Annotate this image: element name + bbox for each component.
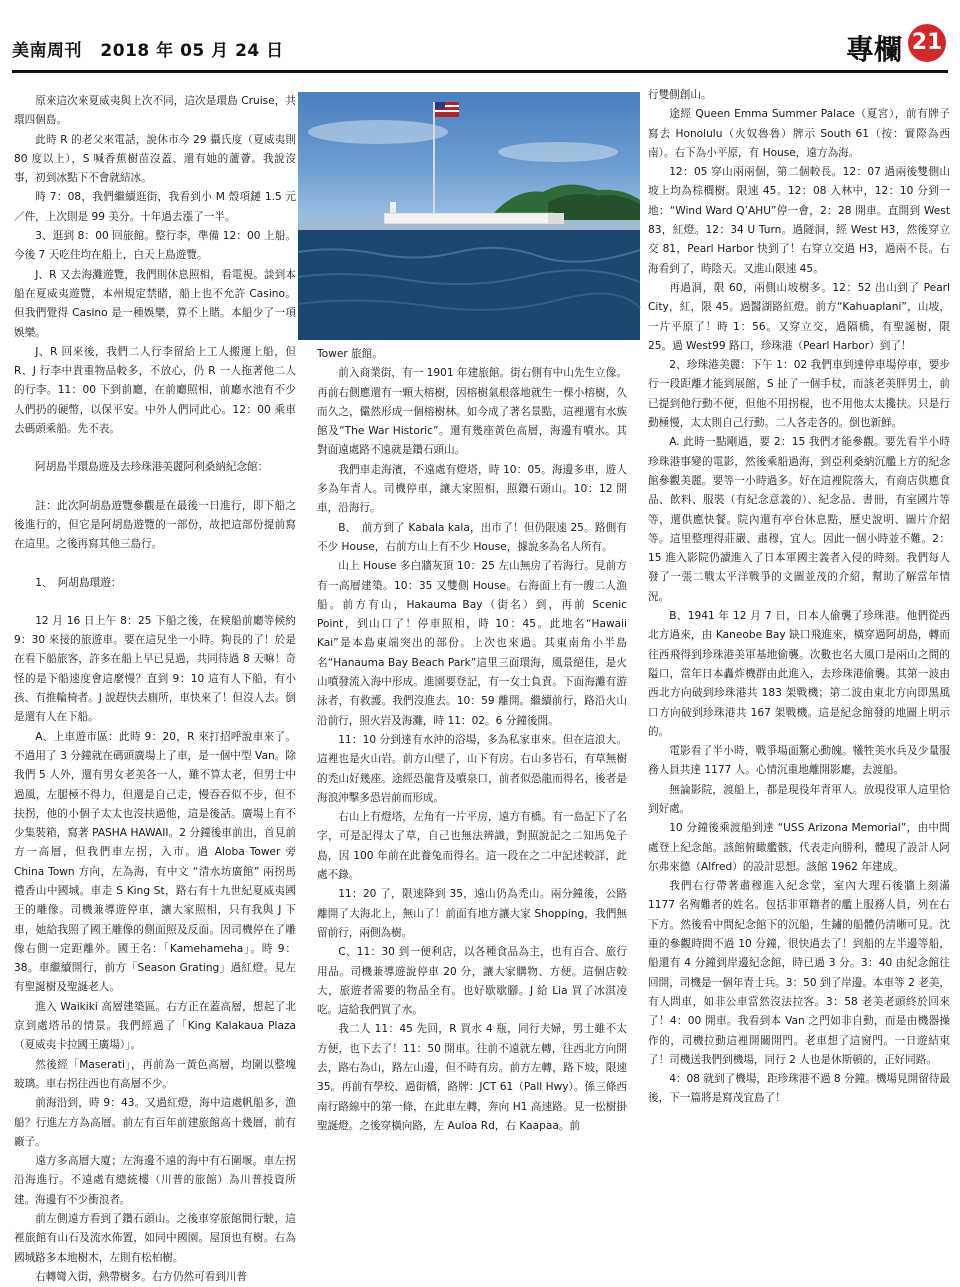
issue-date: 2018 年 05 月 24 日 xyxy=(100,41,284,61)
paragraph: A. 此時一點剛過，要 2：15 我們才能參觀。要先看半小時珍珠港事變的電影，然後乘船過海，到亞利桑納沉艦上方的紀念館參觀美麗。要等一小時過多。好在這裡院落大，有商店供應食品、飲料、服裝（有紀念意義的）、紀念品、書冊，有室國片等等，還供應快餐。院內還有亭台休息點，歷史說明、圖片介紹等。這里整理得莊嚴、肅穆，宜人。因此一個小時並不難。2：15 進入影院仍讀進入了日本軍國主義者入侵的時刻。我們每人發了一張二戰太平洋戰爭的文圖並茂的介紹，幫助了解當年情況。 xyxy=(648,436,950,603)
paragraph: 12 月 16 日上午 8：25 下船之後，在候船前廳等候約 9：30 來接的旅遊車。要在這兒坐一小時。夠長的了！於是在看下船旅客，許多在船上早已見過，共同待過 8 天嘛！奇怪的是下船速度會這麼慢？直到 9：10 這有人下船，有小孩、有推輪椅者。J 說趕快去廁所，車快來了！但沒人去。倒是還有人在下船。 xyxy=(14,614,296,724)
paragraph: 途經 Queen Emma Summer Palace（夏宮），前有牌子寫去 Honolulu（火奴魯魯）牌示 South 61（按：實際為西南）。右下為小平原，有 House，遠方為海。 xyxy=(648,108,950,159)
section-title: 專欄 xyxy=(845,33,902,66)
paragraph: J、R 回來後，我們二人行李留給上工人搬運上船，但 R、J 行李中貴重物品較多，不放心，仍 R 一人拖著他二人的行李。11：00 下到前廳，在前廳照相，前廳水池有不少人們扔的硬幣，以保平安。中外人們同此心。12：00 乘車去碼頭乘船。先不表。 xyxy=(14,345,296,436)
page-header xyxy=(12,22,946,74)
paragraph: 電影看了半小時，戰爭場面驚心動魄。犧牲美水兵及少量服務人員共達 1177 人。心情沉重地離開影廳，去渡船。 xyxy=(648,745,950,777)
paragraph: 山上 House 多白牆灰頂 10：25 左山無房了若海行。見前方有一高層建築。10：35 又雙側 House。右海面上有一艘二人漁船。前方有山，Hakauma Bay（街名）到，再前 Scenic Point，到山口了！停車照相，時 10：45。此地名“Hawaii Kai”是本島東端突出的部份。上次也來過。其東南角小半島名“Hanauma Bay Beach Park”這里三面環海，風景絕佳，是火山噴發流入海中形成。進園要登記，有一女士負責。下面海灘有游泳者，有救護。我們沒進去。10：59 離開。繼續前行，路沿火山沿前行，照火岩及海灘，時 11：02。6 分鐘後開。 xyxy=(317,560,627,727)
paragraph: 12：05 穿山兩兩個，第二個較長。12：07 過兩後雙側山坡上均為棕櫚樹。限速 45。12：08 入林中，12：10 分到一地：“Wind Ward Q’AHU”停一會，2：28 開車。直開到 West 83，紅燈。12：34 U Turn。過隧洞，經 West H3，然後穿立交 81，Pearl Harbor 快到了！右穿立交過 H3，過兩不長。右海看到了，時陰天。又進山限速 45。 xyxy=(648,166,950,275)
subheading: 阿胡島半環島遊及去珍珠港美麗阿利桑納紀念館： xyxy=(35,461,269,474)
masthead xyxy=(12,36,296,61)
paragraph: 我二人 11：45 先回，R 買水 4 瓶，同行夫婦，男士雖不太方便，也下去了！11：50 開車。往前不遠就左轉，往西北方向開去，路右為山，路左山邊，但不時有房。前方左轉，路下坡，限速 35。再前有學校、過街橋，路牌：JCT 61（Pall Hwy）。係三條西南行路線中的第一條，在此車左轉，奔向 H1 高速路。見一松樹掛聖誕燈。之後穿橫向路，左 Auloa Rd，右 Kaapaa。前 xyxy=(317,1023,627,1132)
paragraph: A、上車遊市區：此時 9：20，R 來打招呼說車來了。不過用了 3 分鐘就在碼頭廣場上了車，是一個中型 Van。除我們 5 人外，還有男女老美各一人，雖不算太老，但男士中過風，左腿極不得力，但還是自己走，慢吞吞似不步，但不扶拐，他的小個子太太也沒扶過他，這是後話。廣場上有不少集裝箱，寫著 PASHA HAWAII。2 分鐘後車前出，首見前方一高層，但我們車左拐，入市。過 Aloba Tower 旁 China Town 方向，左為海，有中文 “清水坊廣館” 兩拐馬禮香山中國城。車走 S King St，路右有十九世紀夏威夷國王的雕像。司機兼導遊停車，讓大家照相，只有我與 J 下車，她給我照了國王雕像的側面照及反面。因司機停在了雕像右側一定距離外。國王名：「Kamehameha」。時 9：38。車繼續開行，前方「Season Grating」過紅燈。見左有聖誕樹及聖誕老人。 xyxy=(14,730,296,994)
paragraph: 10 分鐘後乘渡船到達 “USS Arizona Memorial”，由中間處登上紀念館。該館俯瞰艦骸，代表走向勝利，體現了設計人阿尔弗來德（Alfred）的設計思想。該館 1962 年建成。 xyxy=(648,822,950,873)
memorial-illustration xyxy=(298,92,640,340)
paragraph: 右山上有燈塔，左角有一片平房，遠方有橋。有一島記下了名字，可是記得太了草，自己也無法辨識，對照說記之二知馬兔子島，因 100 年前在此養兔而得名。這一段在之二中記述較詳，此處不錄。 xyxy=(317,811,627,882)
paragraph: 再過洞，限 60，兩側山坡樹多。12：52 出山到了 Pearl City，紅，限 45。過醫湖路紅燈。前方“Kahuaplani”，山坡，一片平原了！時 1：56。又穿立交，過隔橋，有聖誕樹，限 25。過 West99 路口，珍珠港（Pearl Harbor）到了！ xyxy=(648,281,950,352)
paragraph: 11：20 了，限速降到 35，遠山仍為禿山。兩分鐘後，公路離開了大海北上，無山了！前面有地方讓大家 Shopping，我們無留前行，兩側為樹。 xyxy=(317,888,627,939)
header-rule xyxy=(12,70,948,73)
paragraph: B、 前方到了 Kabala kala，出市了！但仍限速 25。路側有不少 House，右前方山上有不少 House，據說多為名人所有。 xyxy=(317,521,627,553)
paragraph: J、R 又去海灘遊覽，我們則休息照相，看電視。談到本船在夏威夷遊覽，本州規定禁睹，船上也不允許 Casino。但我們覺得 Casino 是一種娛樂，算不上賭。本船少了一項娛樂。 xyxy=(14,268,296,339)
subheading: 1、 阿胡島環遊： xyxy=(35,576,122,589)
paragraph: 時 7：08，我們繼續逛街，我看到小 M 殼項鏈 1.5 元／件，上次則是 99 美分。十年過去漲了一半。 xyxy=(14,191,296,223)
paragraph: B、1941 年 12 月 7 日，日本人偷襲了珍珠港。他們從西北方過來，由 Kaneobe Bay 缺口飛進來，橫穿過阿胡島，轉而往西飛得到珍珠港美軍基地偷襲。次數也名大風口是兩山之間的隘口，當年日本轟炸機群由此進入，去珍珠港偷襲。其第一波由西北方向破到珍珠港共 183 架戰機；第二波由東北方向即黑風口方向破到珍珠港共 167 架戰機。這是紀念館發的地圖上明示的。 xyxy=(648,610,950,738)
article-column-3 xyxy=(648,86,950,1105)
article-column-1 xyxy=(14,92,296,1283)
paragraph: C、11：30 到一便利店，以各種食品為主，也有百合、旅行用品。司機兼導遊說停車 20 分，讓大家購物、方便。這個店較大，旅遊者需要的物品全有。也好歇歇腳。J 給 Lia 買了冰淇凌吃。這給我們買了水。 xyxy=(317,946,627,1017)
note-paragraph: 註：此次阿胡島遊覽參觀是在最後一日進行，即下船之後進行的，但它是阿胡島遊覽的一部份，故把這部份提前寫在這里。之後再寫其他三島行。 xyxy=(14,499,296,551)
paragraph: 前入商業街，有一 1901 年建旅館。街右側有中山先生立像。再前右側應還有一顆大榕樹，因榕樹氣根落地就生一棵小榕樹，久而久之，儼然形成一個榕樹林。如今成了著名景點，這裡還有水族館及“The War Historic”。還有幾座黃色高層，海邊有噴水。其對面遠處路不遠就是鑽石頭山。 xyxy=(317,367,627,457)
paragraph: 然後經「Maserati」，再前為一黃色高層，均圍以整塊玻璃。車右拐往西也有高層不少。 xyxy=(14,1058,296,1090)
publication-name: 美南周刊 xyxy=(12,41,82,61)
paragraph: 前左側遠方看到了鑽石頭山。之後車穿旅館間行駛，這裡旅館有山石及流水佈置，如同中國園。屋頂也有樹。右為國城路多本地樹木，左則有松柏樹。 xyxy=(14,1213,296,1264)
paragraph: 右轉彎入街，熱帶樹多。右方仍然可看到川普 xyxy=(35,1270,248,1283)
pearl-harbor-memorial-photo xyxy=(298,92,640,340)
paragraph: 我們右行帶著肅穆進入紀念堂，室內大理石後牆上刻滿 1177 名殉難者的姓名。包括非軍籍者的艦上服務人員，列在右下方。然後看中間紀念館下的沉船，生鏽的船體仍清晰可見。沈重的參觀時間不過 10 分鐘，很快過去了！到船的左半邊等船，船還有 4 分鐘到岸邊紀念館，時已過 3 分。3：40 由紀念館往回開，司機是一個年青士兵。3：50 到了岸邊。本車等 2 老美，有人問車，如非公車當然沒法拉客。3：58 老美老頭終於回來了！4：00 開車。我看到本 Van 之門如非自動，而是由機器操作的，司機拉動這裡開關開門。老車想了這窗門。一日遊結束了！司機送我們到機場，同行 2 人也是休斯頓的，正好同路。 xyxy=(648,880,950,1066)
paragraph: 4：08 就到了機場，距珍珠港不過 8 分鐘。機場見開留待最後，下一篇將是寫茂宜島了！ xyxy=(648,1073,950,1105)
paragraph: 原來這次來夏威夷與上次不同，這次是環島 Cruise，共環四個島。 xyxy=(14,95,296,127)
paragraph: 行雙側創山。 xyxy=(648,89,712,101)
paragraph: 遠方多高層大廈；左海邊不遠的海中有石圍堰。車左拐沿海進行。不遠處有總統樓（川普的旅館）為川普投資所建。海邊有不少衝浪者。 xyxy=(14,1155,296,1206)
page-number-badge: 21 xyxy=(908,24,946,62)
paragraph: 此時 R 的老父來電話，說休市今 29 攝氏度（夏威夷則 80 度以上），S 喊香蕉樹苗沒蓋、還有她的蘆薈。我說沒事，初到冰點下不會就結冰。 xyxy=(14,133,296,185)
paragraph: 進入 Waikiki 高層建築區。右方正在蓋高層，想起了北京到處塔吊的情景。我們經過了「King Kalakaua Plaza（夏威夷卡拉國王廣場）」。 xyxy=(14,1000,296,1052)
paragraph: 3、逛到 8：00 回旅館。整行李，準備 12：00 上船。今後 7 天吃住均在船上，白天上島遊覽。 xyxy=(14,230,296,262)
paragraph: Tower 旅館。 xyxy=(317,348,383,360)
paragraph: 無論影院，渡船上，都是現役年青軍人。放現役軍人這里恰到好處。 xyxy=(648,783,950,815)
article-column-2 xyxy=(317,345,627,1132)
paragraph: 2、珍珠港美麗：下午 1：02 我們車到達停車場停車，要步行一段距離才能到展館，S 扯了一個手杖，而該老美胖男士，前已提到他行動不便，但他不用拐棍，也不用他太太攙扶。只是行動極慢，太太則自己行動。二人各走各的。倒也新鮮。 xyxy=(648,359,950,430)
paragraph: 我們車走海濱，不遠處有燈塔，時 10：05。海邊多車，遊人多為年青人。司機停車，讓大家照相，照鑽石頭山。10：12 開車，沿海行。 xyxy=(317,463,627,515)
paragraph: 前海沿到，時 9：43。又過紅燈，海中這處帆船多，漁船？行進左方為高層。前左有百年前建旅館高十幾層，前有廠子。 xyxy=(14,1097,296,1148)
paragraph: 11：10 分到達有水沖的浴場，多為私家車來。但在這浪大。這裡也是火山岩。前方山壁了，山下有房。右山多岩石，有草無樹的禿山好幾座。途經恐龍背及噴泉口，前者似恐龍而得名，後者是海浪沖擊多恐岩前而形成。 xyxy=(317,733,627,804)
